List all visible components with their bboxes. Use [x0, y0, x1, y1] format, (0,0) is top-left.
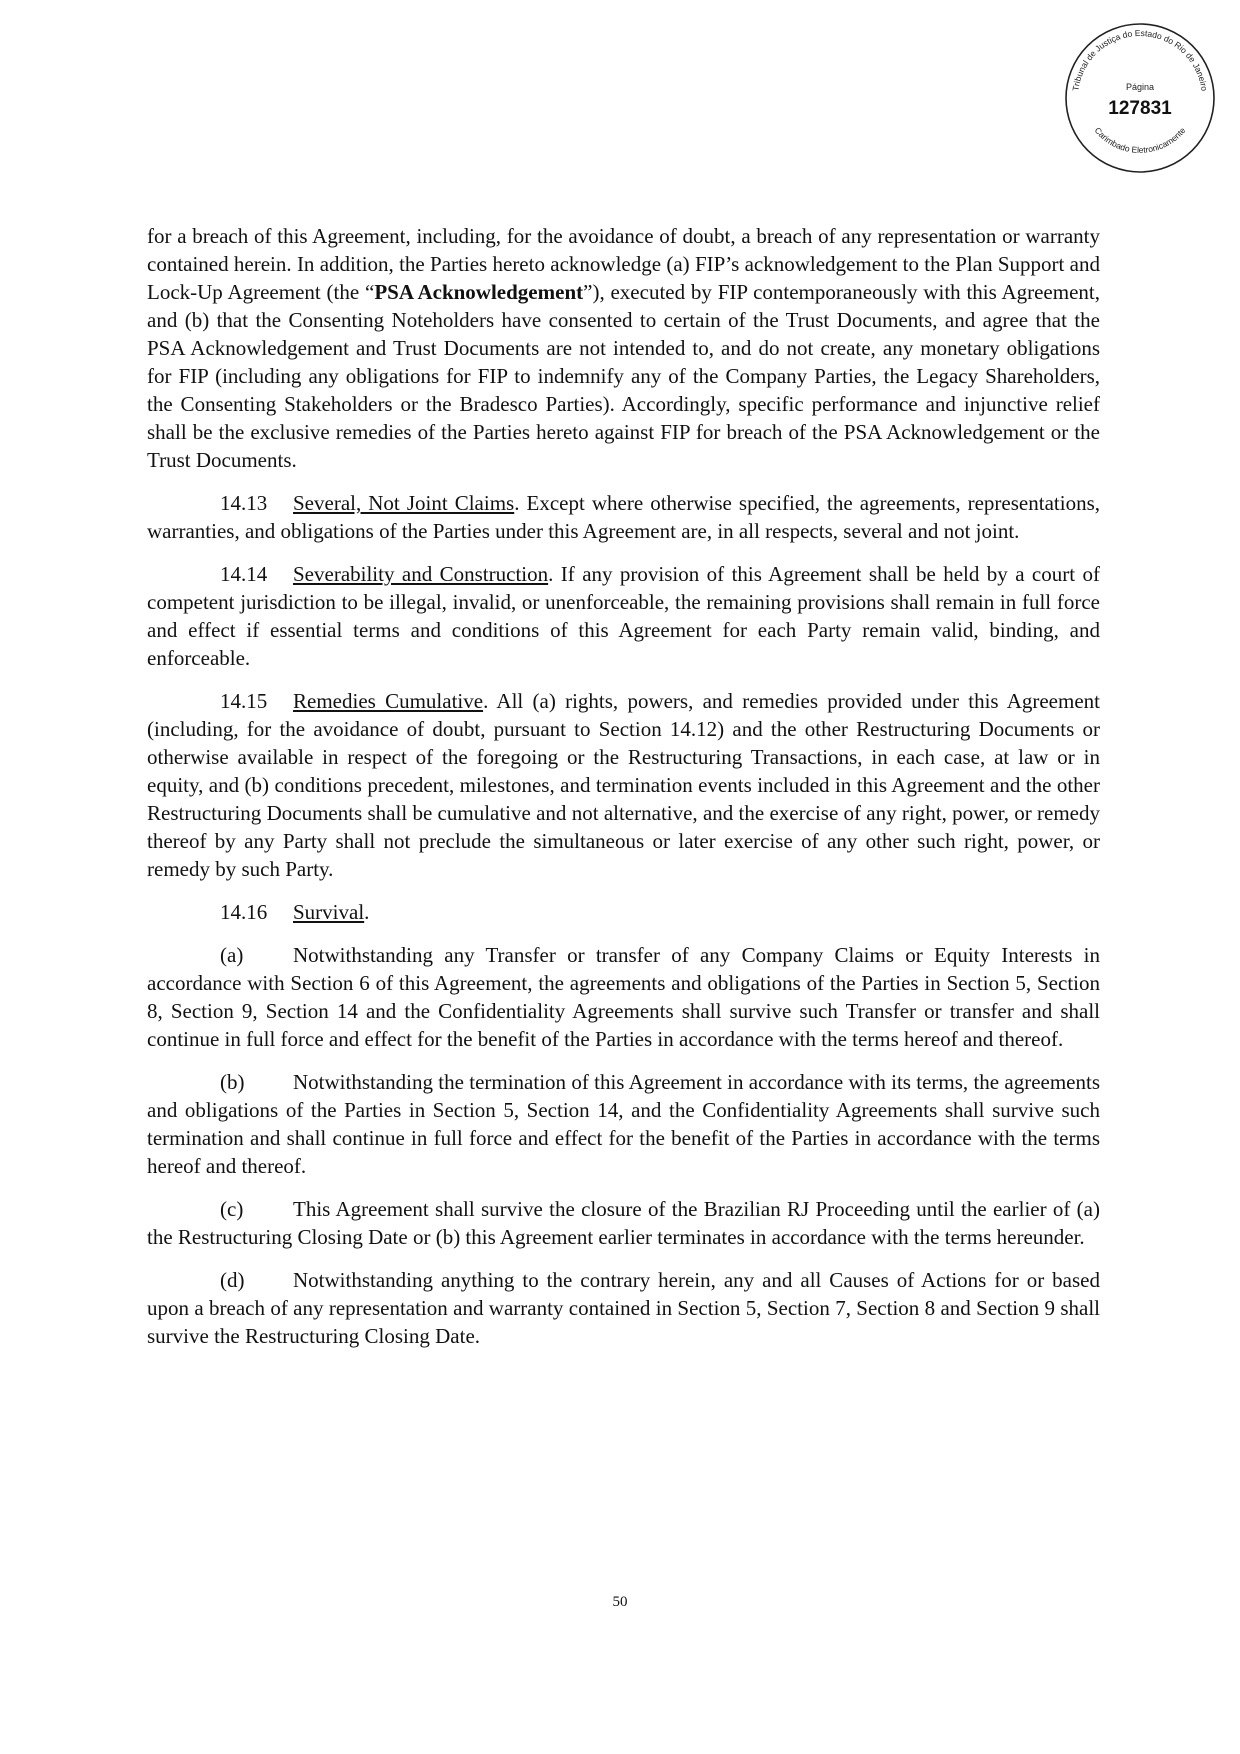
page-number: 50 — [612, 1594, 628, 1610]
clause-label: (d) — [220, 1268, 245, 1292]
section-heading: Survival — [293, 900, 365, 924]
section-number: 14.16 — [220, 900, 268, 924]
section-14-14 — [147, 560, 1100, 672]
section-14-15 — [147, 687, 1100, 883]
section-14-16-a — [147, 941, 1100, 1053]
section-14-13 — [147, 489, 1100, 545]
svg-text:Carimbado Eletronicamente — [1093, 125, 1188, 155]
continued-text-1: for a breach of this Agreement, including, for the avoidance of doubt, a breach of any representation or warranty contained herein. In addition, the Parties hereto acknowledge (a) FIP’s acknowledgement to the Plan Support and Lock-Up Agreement (the “ — [147, 224, 1100, 304]
clause-text: Notwithstanding anything to the contrary herein, any and all Causes of Actions for or based upon a breach of any representation and warranty contained in Section 5, Section 7, Section 8 and Section 9 shall survive the Restructuring Closing Date. — [147, 1268, 1100, 1348]
clause-text: Notwithstanding any Transfer or transfer of any Company Claims or Equity Interests in accordance with Section 6 of this Agreement, the agreements and obligations of the Parties in Section 5, Section 8, Section 9, Section 14 and the Confidentiality Agreements shall survive such Transfer or transfer and shall continue in full force and effect for the benefit of the Parties in accordance with the terms hereof and thereof. — [147, 943, 1100, 1051]
section-14-16-c — [147, 1195, 1100, 1251]
section-text: . If any provision of this Agreement shall be held by a court of competent jurisdiction to be illegal, invalid, or unenforceable, the remaining provisions shall remain in full force and effect if essential terms and conditions of this Agreement for each Party remain valid, binding, and enforceable. — [147, 562, 1100, 670]
section-text: . — [364, 900, 370, 924]
document-body — [147, 222, 1100, 1365]
defined-term-psa-acknowledgement: PSA Acknowledgement — [374, 280, 584, 304]
section-heading: Several, Not Joint Claims — [293, 491, 515, 515]
section-14-16-d — [147, 1266, 1100, 1350]
clause-label: (a) — [220, 943, 244, 967]
continued-paragraph — [147, 222, 1100, 474]
section-number: 14.15 — [220, 689, 268, 713]
clause-label: (c) — [220, 1197, 244, 1221]
stamp-arc-bottom: Carimbado Eletronicamente — [1092, 125, 1188, 155]
section-14-16 — [147, 898, 1100, 926]
stamp-number: 127831 — [1108, 98, 1172, 119]
section-text: . Except where otherwise specified, the agreements, representations, warranties, and obligations of the Parties under this Agreement are, in all respects, several and not joint. — [147, 491, 1100, 543]
section-heading: Remedies Cumulative — [293, 689, 484, 713]
section-text: . All (a) rights, powers, and remedies provided under this Agreement (including, for the avoidance of doubt, pursuant to Section 14.12) and the other Restructuring Documents or otherwise available in respect of the foregoing or the Restructuring Transactions, in each case, at law or in equity, and (b) conditions precedent, milestones, and termination events included in this Agreement and the other Restructuring Documents shall be cumulative and not alternative, and the exercise of any right, power, or remedy thereof by any Party shall not preclude the simultaneous or later exercise of any other such right, power, or remedy by such Party. — [147, 689, 1100, 881]
stamp-seal — [1060, 18, 1220, 178]
section-heading: Severability and Construction — [293, 562, 549, 586]
court-stamp — [1060, 18, 1220, 178]
continued-text-2: ”), executed by FIP contemporaneously with this Agreement, and (b) that the Consenting Noteholders have consented to certain of the Trust Documents, and agree that the PSA Acknowledgement and Trust Documents are not intended to, and do not create, any monetary obligations for FIP (including any obligations for FIP to indemnify any of the Company Parties, the Legacy Shareholders, the Consenting Stakeholders or the Bradesco Parties). Accordingly, specific performance and injunctive relief shall be the exclusive remedies of the Parties hereto against FIP for breach of the PSA Acknowledgement or the Trust Documents. — [147, 280, 1100, 472]
section-number: 14.14 — [220, 562, 268, 586]
stamp-label: Página — [1125, 82, 1155, 92]
clause-label: (b) — [220, 1070, 245, 1094]
section-number: 14.13 — [220, 491, 268, 515]
clause-text: This Agreement shall survive the closure of the Brazilian RJ Proceeding until the earlier of (a) the Restructuring Closing Date or (b) this Agreement earlier terminates in accordance with the terms hereunder. — [147, 1197, 1100, 1249]
stamp-arc-top: Tribunal de Justiça do Estado do Rio de Janeiro — [1070, 27, 1210, 92]
clause-text: Notwithstanding the termination of this Agreement in accordance with its terms, the agreements and obligations of the Parties in Section 5, Section 14, and the Confidentiality Agreements shall survive such termination and shall continue in full force and effect for the benefit of the Parties in accordance with the terms hereof and thereof. — [147, 1070, 1100, 1178]
section-14-16-b — [147, 1068, 1100, 1180]
